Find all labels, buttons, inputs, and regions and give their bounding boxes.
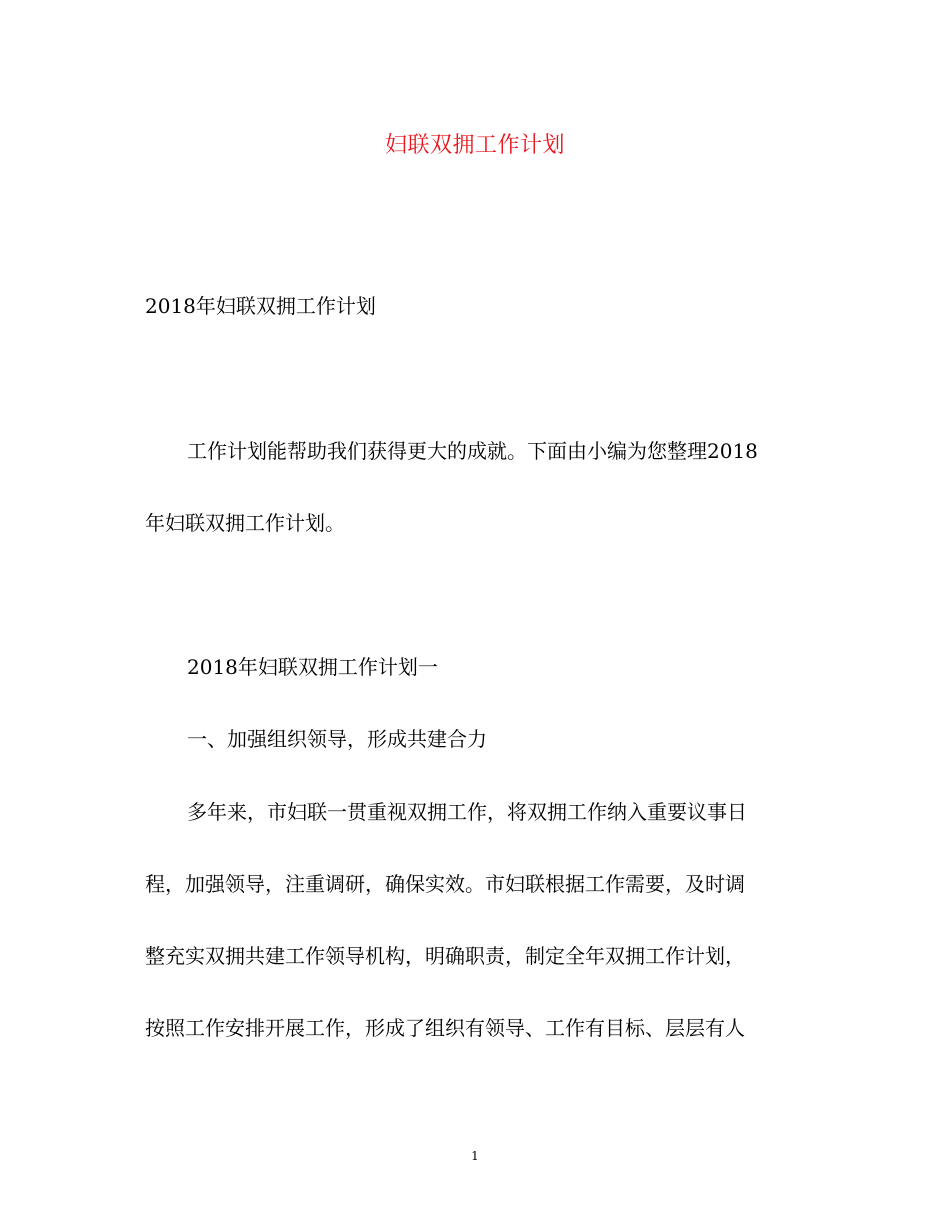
body-line-2: 程，加强领导，注重调研，确保实效。市妇联根据工作需要，及时调 xyxy=(145,872,745,896)
intro-line-1: 工作计划能帮助我们获得更大的成就。下面由小编为您整理2018 xyxy=(187,439,758,463)
body-line-3: 整充实双拥共建工作领导机构，明确职责，制定全年双拥工作计划， xyxy=(145,944,745,968)
section-heading: 2018年妇联双拥工作计划一 xyxy=(187,655,438,679)
intro-line-2: 年妇联双拥工作计划。 xyxy=(145,511,345,535)
body-line-4: 按照工作安排开展工作，形成了组织有领导、工作有目标、层层有人 xyxy=(145,1016,745,1040)
subheading-1: 一、加强组织领导，形成共建合力 xyxy=(187,727,487,751)
document-title: 妇联双拥工作计划 xyxy=(384,133,565,158)
document-subtitle: 2018年妇联双拥工作计划 xyxy=(145,294,376,318)
page-number: 1 xyxy=(471,1149,479,1163)
body-line-1: 多年来，市妇联一贯重视双拥工作，将双拥工作纳入重要议事日 xyxy=(187,800,747,824)
